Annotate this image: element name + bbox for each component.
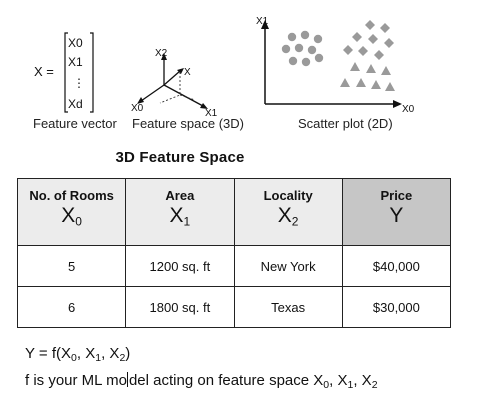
scatter-plot-2d [256,16,415,115]
diamond-cluster [343,20,394,60]
header-variable: $X_2$ [277,204,299,229]
scatter-plot-caption: Scatter plot (2D) [298,116,393,131]
circle-point [289,57,297,65]
circle-point [295,44,303,52]
circle-point [288,33,296,41]
cell-area: 1200 sq. ft [126,246,234,287]
diamond-point [380,23,390,33]
header-label: Locality [263,188,313,203]
diamond-point [368,34,378,44]
header-locality [234,179,342,246]
circle-point [308,46,316,54]
vector-x-line [164,71,180,85]
triangle-point [356,78,366,87]
header-price [342,179,450,246]
axis-x2-label: X2 [155,48,168,59]
circle-cluster [282,31,323,66]
feature-vector-caption: Feature vector [33,116,117,131]
header-variable: $X_0$ [61,204,82,229]
scatter-x-label: X0 [402,104,415,115]
cell-area: 1800 sq. ft [126,287,234,328]
diamond-point [374,50,384,60]
vector-x-label: X [184,67,191,78]
diamond-point [365,20,375,30]
axis-x1-line [164,85,203,106]
axis-x0-line [141,85,164,101]
circle-point [315,54,323,62]
triangle-point [350,62,360,71]
table-header-row [18,179,451,246]
diamond-point [358,46,368,56]
circle-point [314,35,322,43]
axis-x0-label: X0 [131,103,144,114]
triangle-point [371,80,381,89]
scatter-x-arrowhead [393,100,402,108]
vector-entry-x0: X0 [68,36,83,50]
diamond-point [384,38,394,48]
vector-entry-x1: X1 [68,55,83,69]
feature-vector-lhs: X = [34,64,54,79]
table-row [18,287,451,328]
triangle-cluster [340,62,395,91]
feature-table [17,178,451,328]
axis-x1-label: X1 [205,108,218,119]
right-bracket [90,33,93,112]
diamond-point [343,45,353,55]
scatter-y-label: X1 [256,16,269,27]
header-area [126,179,234,246]
circle-point [302,58,310,66]
banner [14,146,345,172]
triangle-point [385,82,395,91]
cell-rooms: 6 [18,287,126,328]
model-description: f is your ML mo del acting on feature space $X_0$, $X_1$, $X_2$ [25,372,378,391]
cell-locality: New York [234,246,342,287]
feature-space-caption: Feature space (3D) [132,116,244,131]
header-label: Area [165,188,195,203]
feature-space-3d-diagram [131,48,218,119]
cell-price: $40,000 [342,246,450,287]
header-label: Price [380,188,413,203]
vector-entry-dots: ⋮ [73,76,85,90]
cell-price: $30,000 [342,287,450,328]
circle-point [282,45,290,53]
diamond-point [352,32,362,42]
header-rooms [18,179,126,246]
cell-locality: Texas [234,287,342,328]
triangle-point [381,66,391,75]
header-label: No. of Rooms [29,188,114,203]
table-row [18,246,451,287]
triangle-point [340,78,350,87]
cell-rooms: 5 [18,246,126,287]
function-equation: $Y = f(X_0$, $X_1$, $X_2$) [25,345,131,364]
triangle-point [366,64,376,73]
banner-title: 3D Feature Space [115,149,245,166]
header-variable: $X_1$ [169,204,191,229]
header-variable: Y [389,204,404,227]
circle-point [301,31,309,39]
vector-entry-xd: Xd [68,97,83,111]
